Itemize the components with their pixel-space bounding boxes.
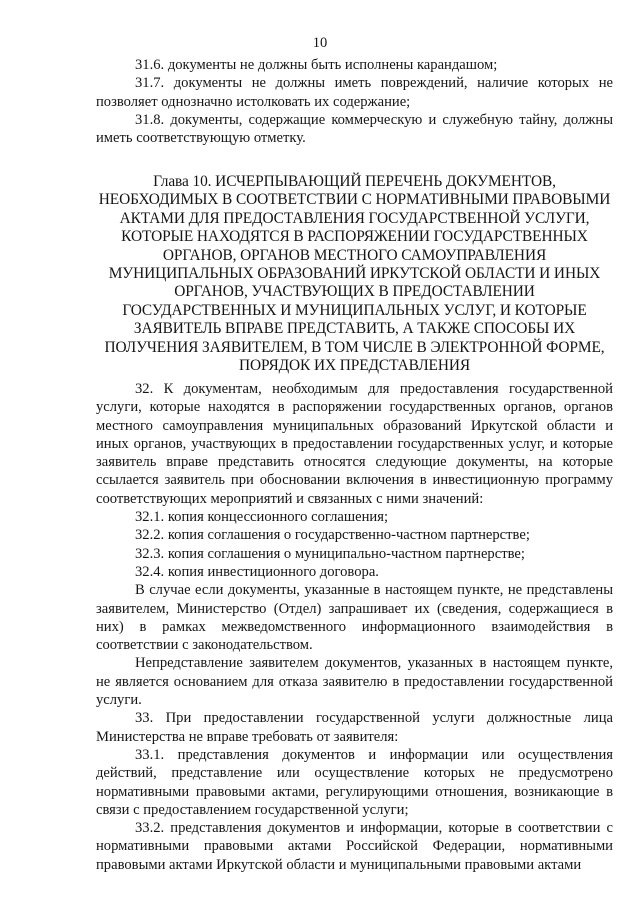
paragraph-nonsubmission: Непредставление заявителем документов, указанных в настоящем пункте, не является основанием для отказа заявителю в предоставлении государственной услуги. — [96, 655, 613, 709]
chapter-heading-line: ОРГАНОВ, ОРГАНОВ МЕСТНОГО САМОУПРАВЛЕНИЯ — [162, 246, 547, 264]
paragraph-31-8: 31.8. документы, содержащие коммерческую и служебную тайну, должны иметь соответствующую отметку. — [96, 111, 613, 147]
chapter-heading — [96, 173, 613, 375]
paragraph-32-4: 32.4. копия инвестиционного договора. — [135, 563, 379, 580]
chapter-heading-line: ПОРЯДОК ИХ ПРЕДСТАВЛЕНИЯ — [238, 357, 471, 375]
paragraph-32-1: 32.1. копия концессионного соглашения; — [135, 509, 388, 526]
paragraph-31-6: 31.6. документы не должны быть исполнены карандашом; — [135, 57, 498, 73]
chapter-heading-line: МУНИЦИПАЛЬНЫХ ОБРАЗОВАНИЙ ИРКУТСКОЙ ОБЛАСТИ И ИНЫХ — [108, 265, 601, 283]
chapter-heading-line: НЕОБХОДИМЫХ В СООТВЕТСТВИИ С НОРМАТИВНЫМИ ПРАВОВЫМИ — [98, 191, 611, 209]
chapter-heading-line: ОРГАНОВ, УЧАСТВУЮЩИХ В ПРЕДОСТАВЛЕНИИ — [174, 283, 535, 301]
chapter-heading-line: ПОЛУЧЕНИЯ ЗАЯВИТЕЛЕМ, В ТОМ ЧИСЛЕ В ЭЛЕКТРОННОЙ ФОРМЕ, — [104, 338, 605, 356]
chapter-heading-line: ЗАЯВИТЕЛЬ ВПРАВЕ ПРЕДСТАВИТЬ, А ТАКЖЕ СПОСОБЫ ИХ — [133, 320, 576, 338]
paragraph-33-1: 33.1. представления документов и информации или осуществления действий, представление или осуществление которых не предусмотрено нормативными правовыми актами, регулирующими отношения, возникающие в связи с предоставлением государственной услуги; — [96, 746, 613, 818]
chapter-heading-line: Глава 10. ИСЧЕРПЫВАЮЩИЙ ПЕРЕЧЕНЬ ДОКУМЕНТОВ, — [153, 173, 556, 190]
paragraph-32: 32. К документам, необходимым для предоставления государственной услуги, которые находятся в распоряжении государственных органов, органов местного самоуправления муниципальных образований Иркутской области и иных органов, участвующих в предоставлении государственных услуг, и которые заявитель вправе представить относятся следующие документы, на которые ссылается заявитель при обосновании включения в инвестиционную программу соответствующих мероприятий и связанных с ними значений: — [96, 381, 613, 507]
chapter-heading-line: КОТОРЫЕ НАХОДЯТСЯ В РАСПОРЯЖЕНИИ ГОСУДАРСТВЕННЫХ — [121, 228, 588, 246]
paragraph-32-2: 32.2. копия соглашения о государственно-частном партнерстве; — [135, 527, 530, 544]
paragraph-32-3: 32.3. копия соглашения о муниципально-частном партнерстве; — [135, 545, 525, 562]
paragraph-31-7: 31.7. документы не должны иметь повреждений, наличие которых не позволяет однозначно истолковать их содержание; — [96, 75, 613, 110]
paragraph-33-2: 33.2. представления документов и информации, которые в соответствии с нормативными правовыми актами Российской Федерации, нормативными правовыми актами Иркутской области и муниципальными правовыми актами — [96, 820, 613, 873]
top-section — [96, 56, 613, 147]
main-section — [96, 380, 613, 874]
paragraph-33: 33. При предоставлении государственной услуги должностные лица Министерства не вправе требовать от заявителя: — [96, 710, 613, 745]
page-number: 10 — [312, 35, 328, 51]
chapter-heading-line: АКТАМИ ДЛЯ ПРЕДОСТАВЛЕНИЯ ГОСУДАРСТВЕННОЙ УСЛУГИ, — [119, 209, 590, 227]
chapter-heading-line: ГОСУДАРСТВЕННЫХ И МУНИЦИПАЛЬНЫХ УСЛУГ, И КОТОРЫЕ — [122, 301, 587, 319]
paragraph-request: В случае если документы, указанные в настоящем пункте, не представлены заявителем, Министерство (Отдел) запрашивает их (сведения, содержащиеся в них) в рамках межведомственного информационного взаимодействия в соответствии с законодательством. — [96, 582, 613, 654]
